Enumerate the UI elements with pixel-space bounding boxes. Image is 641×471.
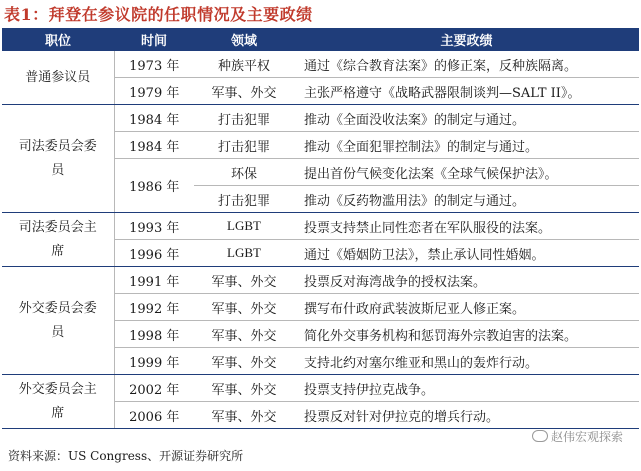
- watermark: [532, 428, 623, 445]
- year-cell: 1973 年: [114, 51, 194, 78]
- position-cell: 外交委员会主席: [2, 375, 114, 429]
- field-cell: 军事、外交: [194, 294, 294, 321]
- policy-table: [2, 28, 639, 429]
- year-cell: 1984 年: [114, 132, 194, 159]
- policy-cell: 推动《全面犯罪控制法》的制定与通过。: [294, 132, 639, 159]
- policy-cell: 投票支持禁止同性恋者在军队服役的法案。: [294, 213, 639, 240]
- position-cell: 司法委员会委员: [2, 105, 114, 213]
- header-field: 领域: [194, 28, 294, 51]
- year-cell: 1998 年: [114, 321, 194, 348]
- table-title: 表1：拜登在参议院的任职情况及主要政绩: [4, 5, 313, 24]
- field-cell: 打击犯罪: [194, 105, 294, 132]
- field-cell: 军事、外交: [194, 321, 294, 348]
- year-cell: 1993 年: [114, 213, 194, 240]
- field-cell: 军事、外交: [194, 348, 294, 375]
- field-cell: 军事、外交: [194, 267, 294, 294]
- year-cell: 2006 年: [114, 402, 194, 429]
- field-cell: 军事、外交: [194, 78, 294, 105]
- policy-cell: 推动《全面没收法案》的制定与通过。: [294, 105, 639, 132]
- policy-cell: 撰写布什政府武装波斯尼亚人修正案。: [294, 294, 639, 321]
- field-cell: 打击犯罪: [194, 132, 294, 159]
- table-row: [2, 105, 639, 132]
- position-cell: 普通参议员: [2, 51, 114, 105]
- table-row: [2, 213, 639, 240]
- field-cell: 打击犯罪: [194, 186, 294, 213]
- header-year: 时间: [114, 28, 194, 51]
- policy-cell: 通过《综合教育法案》的修正案，反种族隔离。: [294, 51, 639, 78]
- watermark-text: 赵伟宏观探索: [550, 430, 623, 444]
- policy-cell: 推动《反药物滥用法》的制定与通过。: [294, 186, 639, 213]
- policy-cell: 支持北约对塞尔维亚和黑山的轰炸行动。: [294, 348, 639, 375]
- field-cell: 环保: [194, 159, 294, 186]
- field-cell: 军事、外交: [194, 402, 294, 429]
- position-cell: 司法委员会主席: [2, 213, 114, 267]
- field-cell: LGBT: [194, 240, 294, 267]
- field-cell: 种族平权: [194, 51, 294, 78]
- header-policy: 主要政绩: [294, 28, 639, 51]
- policy-cell: 通过《婚姻防卫法》，禁止承认同性婚姻。: [294, 240, 639, 267]
- table-row: [2, 267, 639, 294]
- year-cell: 1984 年: [114, 105, 194, 132]
- policy-cell: 投票支持伊拉克战争。: [294, 375, 639, 402]
- field-cell: 军事、外交: [194, 375, 294, 402]
- year-cell: 1996 年: [114, 240, 194, 267]
- policy-cell: 投票反对针对伊拉克的增兵行动。: [294, 402, 639, 429]
- year-cell: 2002 年: [114, 375, 194, 402]
- wechat-icon: [532, 430, 548, 442]
- year-cell: 1999 年: [114, 348, 194, 375]
- policy-cell: 提出首份气候变化法案《全球气候保护法》。: [294, 159, 639, 186]
- position-cell: 外交委员会委员: [2, 267, 114, 375]
- year-cell: 1979 年: [114, 78, 194, 105]
- year-cell: 1992 年: [114, 294, 194, 321]
- table-header-row: [2, 28, 639, 51]
- year-cell: 1991 年: [114, 267, 194, 294]
- policy-cell: 投票反对海湾战争的授权法案。: [294, 267, 639, 294]
- header-position: 职位: [2, 28, 114, 51]
- policy-cell: 主张严格遵守《战略武器限制谈判—SALT II》。: [294, 78, 639, 105]
- policy-cell: 简化外交事务机构和惩罚海外宗教迫害的法案。: [294, 321, 639, 348]
- table-row: [2, 51, 639, 78]
- source-note: 资料来源：US Congress、开源证券研究所: [8, 449, 244, 463]
- year-cell: 1986 年: [114, 159, 194, 213]
- table-row: [2, 375, 639, 402]
- field-cell: LGBT: [194, 213, 294, 240]
